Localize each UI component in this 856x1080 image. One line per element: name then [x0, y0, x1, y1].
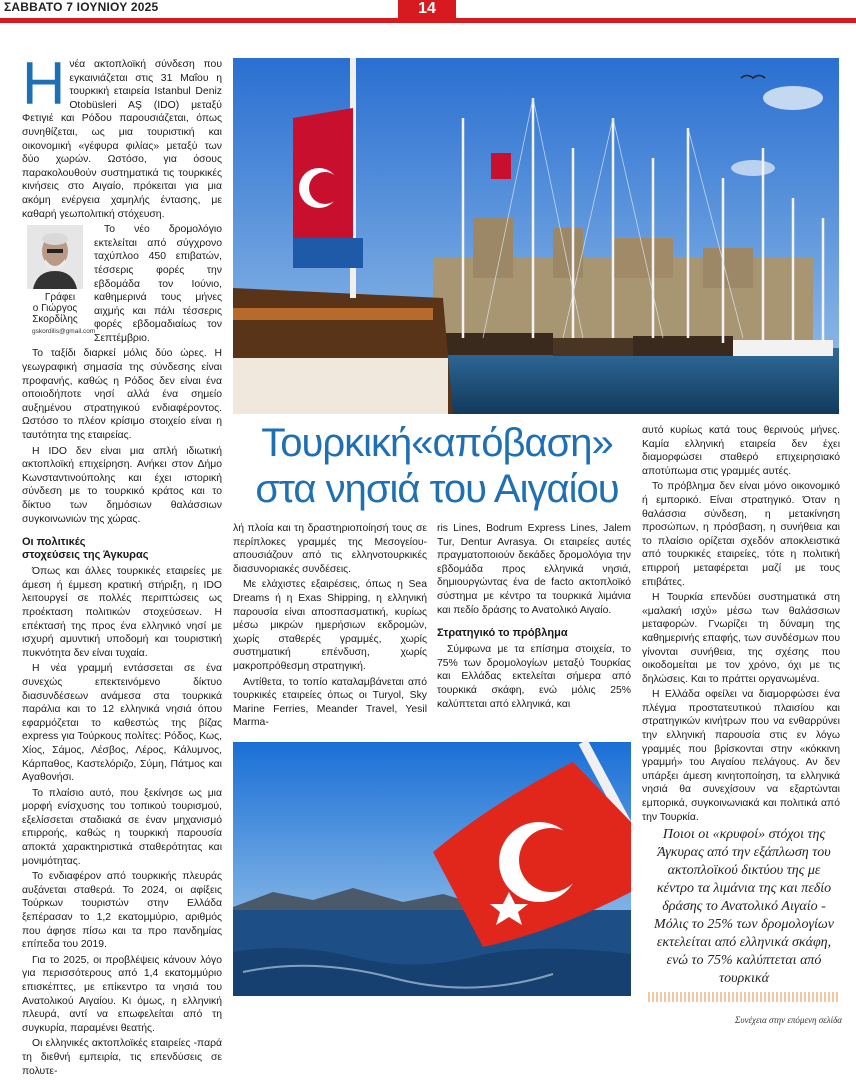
- headline-line-1: Τουρκική«απόβαση»: [261, 421, 613, 465]
- paragraph: Η IDO δεν είναι μια απλή ιδιωτική ακτοπλοϊκή επιχείρηση. Ανήκει στον Δήμο Κωνσταντινούπολης και έχει ιστορική σύνδεση με το τουρκικό κράτος και το δίκτυο των δημόσιων θαλάσσιων συγκοινωνιών της χώρας.: [22, 445, 222, 525]
- flag-photo: [233, 742, 631, 996]
- paragraph: Το ενδιαφέρον από τουρκικής πλευράς αυξάνεται σταθερά. Το 2024, οι αφίξεις Τούρκων τουριστών στην Ελλάδα ξεπέρασαν το 1,2 εκατομμύριο, αριθμός που άφησε πίσω και τα προ πανδημίας επίπεδα του 2019.: [22, 871, 222, 951]
- paragraph: Οι ελληνικές ακτοπλοϊκές εταιρείες -παρά τη διεθνή εμπειρία, τις επενδύσεις σε πολυτε-: [22, 1038, 222, 1077]
- issue-date: ΣΑΒΒΑΤΟ 7 ΙΟΥΝΙΟΥ 2025: [4, 0, 159, 14]
- pull-quote-decoration: [648, 992, 840, 1002]
- author-photo: [27, 225, 83, 289]
- dropcap: Η: [22, 50, 66, 117]
- lead-paragraph: Ηνέα ακτοπλοϊκή σύνδεση που εγκαινιάζεται στις 31 Μαΐου η τουρκική εταιρεία Istanbul Deniz Otobüsleri AŞ (IDO) μεταξύ Φετιγιέ και Ρόδου παρουσιάζεται, όπως συνηθίζεται, ως μια τουριστική και οικονομική «γέφυρα φιλίας» μεταξύ των δύο χωρών. Ωστόσο, για όσους παρακολουθούν συστηματικά τις τουρκικές κινήσεις στο Αιγαίο, πρόκειται για μια ακόμη ενέργεια χαμηλής έντασης, με καθαρή γεωπολιτική στόχευση.: [22, 50, 222, 220]
- paragraph: Η νέα γραμμή εντάσσεται σε ένα συνεχώς επεκτεινόμενο δίκτυο διασυνδέσεων ανάμεσα στα τουρκικά παράλια και το 12 ελληνικά νησιά όπου εφαρμόζεται το καθεστώς της βίζας express για Τούρκους πολίτες: Ρόδος, Κως, Χίος, Σάμος, Λέσβος, Λέρος, Κάλυμνος, Κάρπαθος, Καστελόριζο, Σύμη, Πάτμος και Αγαθονήσι.: [22, 663, 222, 784]
- paragraph: Με ελάχιστες εξαιρέσεις, όπως η Sea Dreams ή η Exas Shipping, η ελληνική παρουσία είναι αποσπασματική, κυρίως μέσω μικρών ημερήσιων εκδρομών, χωρίς σταθερές γραμμές, χωρίς συστηματική επένδυση, χωρίς μακροπρόθεσμη στρατηγική.: [233, 579, 427, 672]
- article-column-3: [437, 522, 631, 713]
- paragraph: αυτό κυρίως κατά τους θερινούς μήνες. Καμία ελληνική εταιρεία δεν έχει διαμορφώσει σταθερό επιχειρησιακό αποτύπωμα στις γραμμές αυτές.: [642, 425, 840, 477]
- paragraph: Για το 2025, οι προβλέψεις κάνουν λόγο για περισσότερους από 1,4 εκατομμύριο επισκέπτες, με επίκεντρο τα νησιά του Ανατολικού Αιγαίου. Κι όμως, η ελληνική πλευρά, αντί να επωφελείται από τη συγκυρία, παραμένει θεατής.: [22, 954, 222, 1034]
- harbor-photo: [233, 58, 839, 414]
- paragraph: ris Lines, Bodrum Express Lines, Jalem Tur, Dentur Avrasya. Οι εταιρείες αυτές πραγματοποιούν δεκάδες δρομολόγια την εβδομάδα προς ελληνικά νησιά, δημιουργώντας ένα de facto ακτοπλοϊκό σύστημα με κέντρο τα τουρκικά λιμάνια και πεδίο δράσης το Ανατολικό Αιγαίο.: [437, 523, 631, 616]
- paragraph: Η Τουρκία επενδύει συστηματικά στη «μαλακή ισχύ» μέσω των θαλάσσιων μεταφορών. Γνωρίζει τη δύναμη της καθημερινής επαφής, των συνδέσμων που γίνονται συνήθεια, της σχέσης που οικοδομείται με τον χρόνο, όχι με τις δηλώσεις. Και το πράττει οργανωμένα.: [642, 592, 840, 685]
- article-column-4: [642, 424, 840, 826]
- subheading: Οι πολιτικές στοχεύσεις της Άγκυρας: [22, 536, 149, 562]
- page-header: [0, 0, 856, 24]
- author-byline: Γράφει ο Γιώργος Σκορδίλης: [32, 292, 78, 326]
- paragraph: Το ταξίδι διαρκεί μόλις δύο ώρες. Η γεωγραφική σημασία της σύνδεσης είναι προφανής, καθώς η Ρόδος δεν είναι ένα οποιοδήποτε νησί αλλά ένα σημείο αυξημένου στρατηγικού ενδιαφέροντος. Ωστόσο το πλέον κρίσιμο στοιχείο είναι η ταυτότητα της εταιρείας.: [22, 348, 222, 442]
- paragraph: Γράφει ο Γιώργος Σκορδίλης gskordilis@gmail.com Το νέο δρομολόγιο εκτελείται από σύγχρονο ταχύπλοο 450 επιβατών, τέσσερις φορές την εβδομάδα τον Ιούνιο, καθημερινά τους μήνες αιχμής και πάλι τέσσερις φορές εβδομαδιαίως τον Σεπτέμβριο.: [22, 223, 222, 345]
- paragraph: Η Ελλάδα οφείλει να διαμορφώσει ένα πλέγμα προστατευτικού πλαισίου και στρατηγικών κινήτρων που να ενθαρρύνει την ελληνική παρουσία στις εν λόγω γραμμές που βρίσκονται στην «κόκκινη γραμμή» του Αιγαίου πελάγους. Αν δεν υπάρξει άμεση κινητοποίηση, τα ελληνικά νησιά θα συνεχίσουν να εξαρτώνται εμπορικά, συγκοινωνιακά και πολιτικά από την Τουρκία.: [642, 689, 840, 823]
- pull-quote: [648, 826, 840, 1002]
- pull-quote-text: Ποιοι οι «κρυφοί» στόχοι της Άγκυρας από την εξάπλωση του ακτοπλοϊκού δικτύου της με κέντρο τα λιμάνια της και πεδίο δράσης το Ανατολικό Αιγαίο - Μόλις το 25% των δρομολογίων εκτελείται από ελληνικά σκάφη, ενώ το 75% καλύπτεται από τουρκικά: [654, 827, 834, 986]
- header-rule: [0, 18, 856, 23]
- paragraph: λή πλοία και τη δραστηριοποίησή τους σε περίπλοκες γραμμές της Μεσογείου- απουσιάζουν από τις ελληνοτουρκικές διασυνοριακές συνδέσεις.: [233, 523, 427, 575]
- article-column-2: [233, 522, 427, 732]
- headline-line-2: στα νησιά του Αιγαίου: [255, 467, 619, 511]
- paragraph: Αντίθετα, το τοπίο καταλαμβάνεται από τουρκικές εταιρείες όπως οι Turyol, Sky Marine Ferries, Meander Travel, Yesil Marma-: [233, 676, 427, 729]
- author-email: gskordilis@gmail.com: [32, 328, 96, 336]
- subheading: Στρατηγικό το πρόβλημα: [437, 627, 568, 640]
- article-headline: [238, 420, 636, 512]
- page-number: 14: [398, 0, 456, 18]
- paragraph: Όπως και άλλες τουρκικές εταιρείες με άμεση ή έμμεση κρατική στήριξη, η IDO λειτουργεί σε πολλές περιπτώσεις ως προέκταση πολιτικών στοχεύσεων. Η επέκτασή της προς ένα ελληνικό νησί με ισχυρή αμυντική υποδομή και τουριστική πυκνότητα δεν είναι τυχαία.: [22, 566, 222, 659]
- author-box: [22, 225, 96, 336]
- continued-note: Συνέχεια στην επόμενη σελίδα: [735, 1015, 842, 1025]
- paragraph: Το πρόβλημα δεν είναι μόνο οικονομικό ή εμπορικό. Είναι στρατηγικό. Όταν η θαλάσσια σύνδεση, η μετακίνηση προσώπων, η πρόσβαση, η συνήθεια και το πλαίσιο ορίζεται σχεδόν αποκλειστικά από τουρκικές εταιρείες, τότε η πολιτική επιρροή μεταφέρεται μαζί με τους επιβάτες.: [642, 481, 840, 588]
- paragraph: Σύμφωνα με τα επίσημα στοιχεία, το 75% των δρομολογίων μεταξύ Τουρκίας και Ελλάδας εκτελείται σήμερα από τουρκικά σκάφη, ενώ μόλις 25% καλύπτεται από ελληνικά, και: [437, 644, 631, 710]
- article-column-1: [22, 50, 222, 1080]
- paragraph: Το πλαίσιο αυτό, που ξεκίνησε ως μια μορφή ενίσχυσης του τοπικού τουρισμού, εξελίσσεται σταδιακά σε έναν μηχανισμό επιρροής, καθώς η τουρκική παρουσία αποκτά χαρακτηριστικά σταθερότητας και μονιμότητας.: [22, 787, 222, 867]
